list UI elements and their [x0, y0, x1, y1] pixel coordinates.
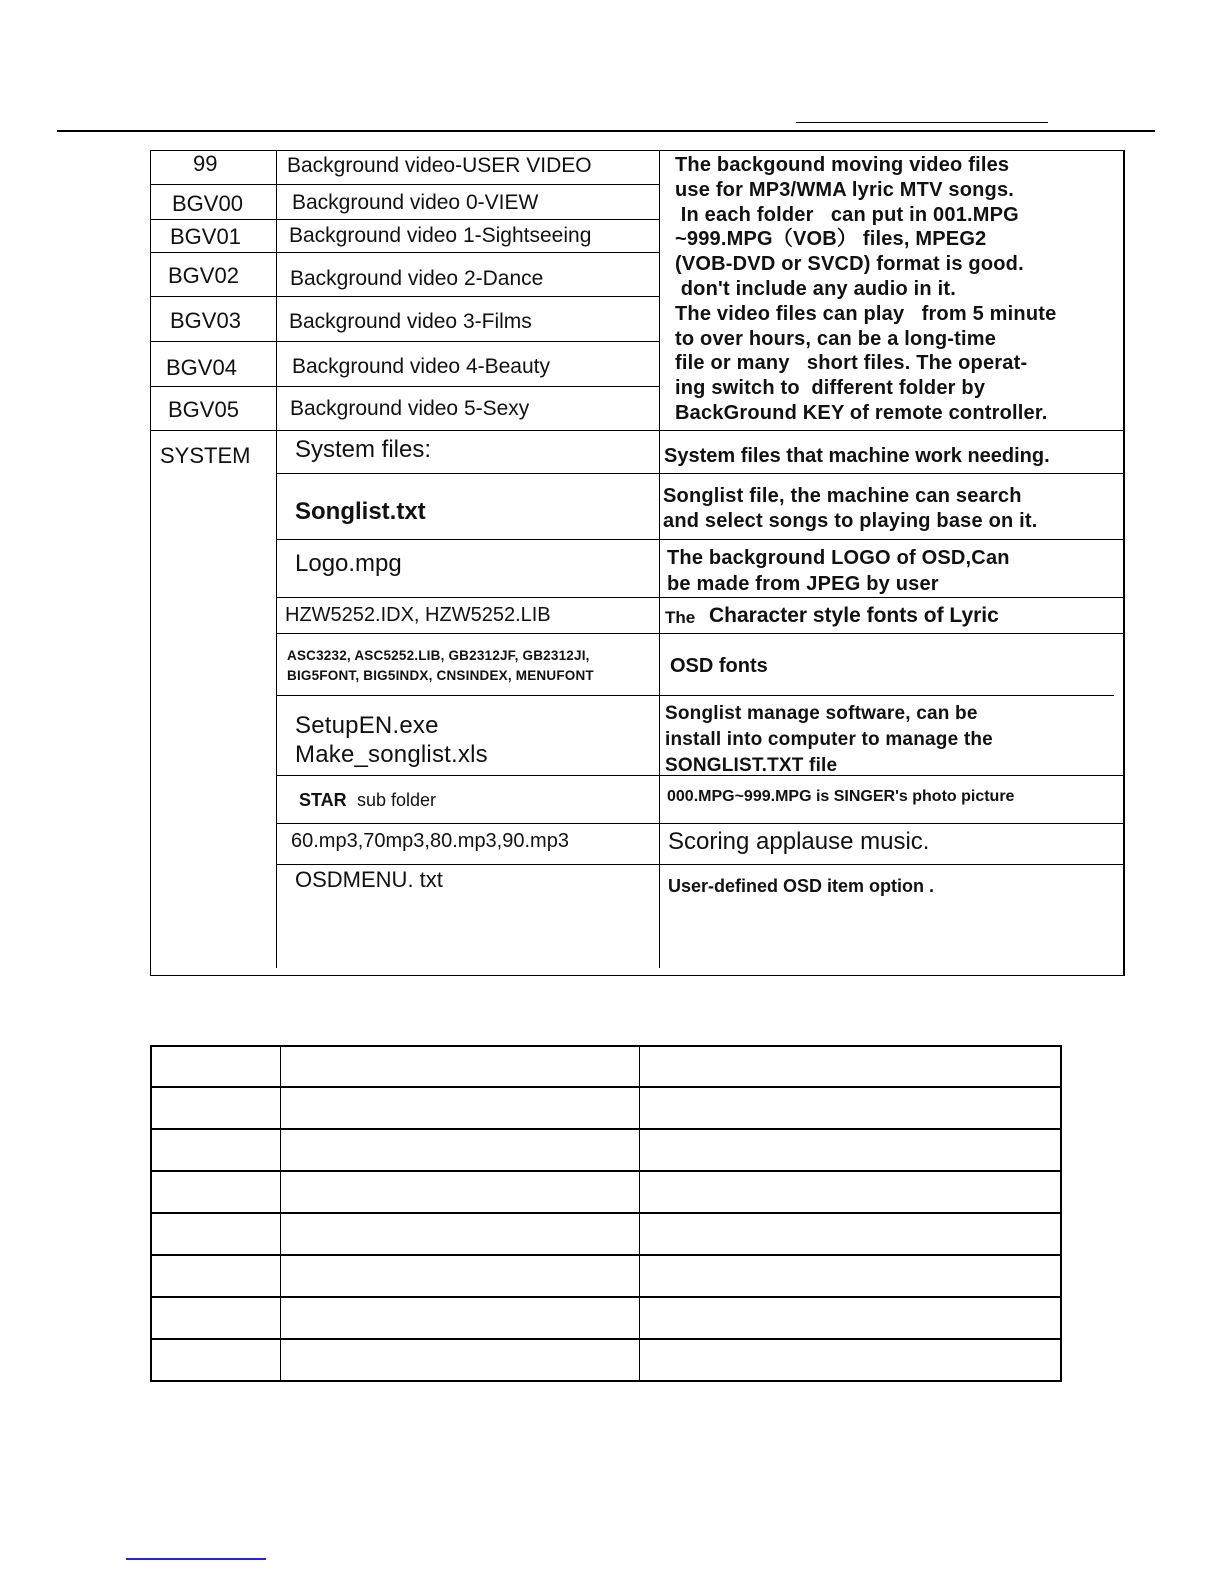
row-sep [150, 219, 660, 220]
table-border-top [150, 150, 1125, 151]
row-sep-system [150, 430, 1125, 431]
header-short-rule [796, 122, 1048, 123]
row-sep [150, 252, 660, 253]
system-file: 60.mp3,70mp3,80.mp3,90.mp3 [291, 830, 569, 852]
row-sep [276, 864, 1125, 865]
system-file: System files: [295, 436, 432, 463]
folder-name: BGV00 [172, 191, 243, 216]
system-file-description: User-defined OSD item option . [668, 876, 935, 896]
grid-col-line [280, 1045, 281, 1382]
grid-col-line [150, 1045, 152, 1382]
row-sep [276, 473, 1125, 474]
folder-name: BGV02 [168, 263, 239, 288]
header-rule [57, 130, 1155, 132]
system-file-description: Songlist file, the machine can search and select songs to playing base on it. [663, 485, 1038, 532]
system-file: OSDMENU. txt [295, 867, 443, 892]
system-file: ASC3232, ASC5252.LIB, GB2312JF, GB2312JI, BIG5FONT, BIG5INDX, CNSINDEX, MENUFONT [287, 648, 594, 683]
grid-row-line [150, 1296, 1062, 1298]
folder-name: BGV05 [168, 397, 239, 422]
folder-name: BGV04 [166, 355, 237, 380]
system-file: SetupEN.exe Make_songlist.xls [295, 712, 488, 768]
table-border-left [150, 150, 151, 976]
folder-name: 99 [193, 151, 218, 176]
folder-description: Background video 0-VIEW [292, 191, 539, 214]
row-sep [276, 597, 1125, 598]
grid-row-line [150, 1380, 1062, 1382]
grid-row-line [150, 1086, 1062, 1088]
row-sep [150, 296, 660, 297]
folder-name: SYSTEM [160, 443, 251, 468]
system-file-description: OSD fonts [670, 655, 768, 677]
col-divider-2b [659, 430, 660, 968]
row-sep [276, 695, 660, 696]
folder-description: Background video 2-Dance [290, 267, 544, 290]
grid-row-line [150, 1254, 1062, 1256]
footer-link-underline [126, 1558, 266, 1560]
row-sep [150, 184, 660, 185]
row-sep [660, 695, 1114, 696]
grid-row-line [150, 1212, 1062, 1214]
row-sep [276, 823, 1125, 824]
system-file-description: 000.MPG~999.MPG is SINGER's photo picture [667, 788, 1015, 805]
folder-description: Background video 5-Sexy [290, 397, 530, 420]
system-file-bold-part: STAR [299, 790, 347, 810]
folder-description: Background video-USER VIDEO [287, 154, 592, 177]
col-divider-1 [276, 150, 277, 968]
system-file: Songlist.txt [295, 498, 426, 525]
system-file: HZW5252.IDX, HZW5252.LIB [285, 604, 551, 626]
row-sep [276, 633, 1125, 634]
folder-name: BGV01 [170, 224, 241, 249]
row-sep [150, 341, 660, 342]
col-divider-2a [659, 150, 660, 430]
grid-col-line [639, 1045, 640, 1382]
folder-description: Background video 4-Beauty [292, 355, 550, 378]
background-video-note: The backgound moving video files use for MP3/WMA lyric MTV songs. In each folder can put in 001.MPG ~999.MPG（VOB） files, MPEG2 (VOB-DVD or SVCD) format is good. don't include any audio in it. The video files can play from 5 minute to over hours, can be a long-time file or many short files. The operat- ing switch to different folder by BackGround KEY of remote controller. [675, 154, 1057, 424]
folder-description: Background video 3-Films [289, 310, 532, 333]
grid-row-line [150, 1338, 1062, 1340]
table-border-bottom [150, 975, 1125, 976]
grid-row-line [150, 1128, 1062, 1130]
system-file-description: Scoring applause music. [668, 828, 930, 855]
row-sep [150, 386, 660, 387]
grid-row-line [150, 1170, 1062, 1172]
system-file-description: The background LOGO of OSD,Can be made from JPEG by user [667, 547, 1010, 595]
system-file-description: Character style fonts of Lyric [709, 604, 999, 627]
folder-description: Background video 1-Sightseeing [289, 224, 592, 247]
system-file-description-prefix: The [665, 608, 696, 627]
system-file-description: Songlist manage software, can be install into computer to manage the SONGLIST.TXT file [665, 703, 993, 776]
system-file: Logo.mpg [295, 550, 402, 577]
table-border-right [1123, 150, 1125, 976]
grid-col-line [1060, 1045, 1062, 1382]
grid-row-line [150, 1045, 1062, 1047]
system-file: sub folder [357, 790, 437, 810]
row-sep [276, 539, 1125, 540]
folder-name: BGV03 [170, 308, 241, 333]
system-file-description: System files that machine work needing. [664, 445, 1050, 467]
